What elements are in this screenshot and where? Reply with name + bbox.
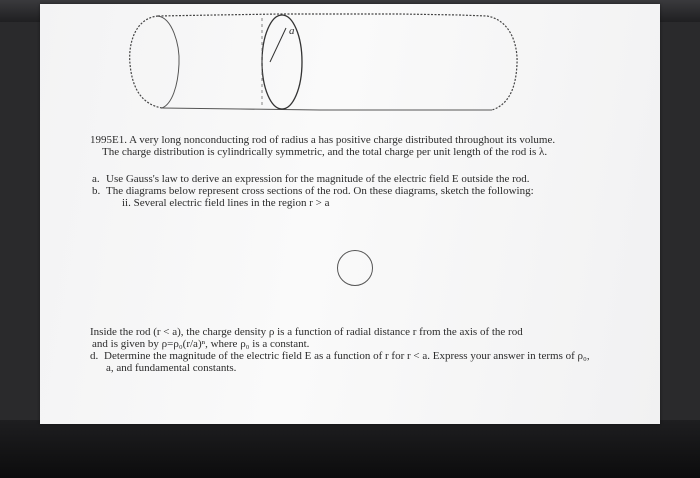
part-a (92, 173, 652, 185)
part-d-letter: d. (90, 350, 99, 362)
rod-diagram (40, 4, 660, 124)
radius-line (270, 28, 286, 62)
part-b-letter: b. (92, 185, 101, 197)
part-a-text: Use Gauss's law to derive an expression for the magnitude of the electric field E outside the rod. (106, 173, 530, 185)
part-d-line-1: Determine the magnitude of the electric field E as a function of r for r < a. Express your answer in terms of ρ₀, (104, 350, 590, 362)
inside-line-2: and is given by ρ=ρ₀(r/a)ⁿ, where ρ₀ is a constant. (92, 338, 310, 350)
problem-sheet (40, 4, 660, 424)
part-d (90, 350, 650, 362)
part-a-letter: a. (92, 173, 100, 185)
problem-statement (90, 134, 650, 158)
part-b-text: The diagrams below represent cross sections of the rod. On these diagrams, sketch the following: (106, 185, 534, 197)
rod-cross-section (262, 15, 302, 109)
cross-section-circle (337, 250, 373, 286)
inside-rod-section (90, 326, 650, 374)
part-d-line-2: a, and fundamental constants. (106, 362, 237, 374)
part-b (92, 185, 652, 197)
rod-bottom-edge (162, 108, 492, 110)
photo-frame-bottom (0, 420, 700, 478)
rod-left-end (130, 16, 162, 108)
inside-line-1: Inside the rod (r < a), the charge density ρ is a function of radial distance r from the axis of the rod (90, 326, 523, 338)
radius-label: a (289, 25, 295, 37)
rod-top-edge (158, 14, 487, 16)
part-b-subpart-ii: ii. Several electric field lines in the region r > a (122, 197, 330, 209)
problem-line-2: The charge distribution is cylindrically symmetric, and the total charge per unit length of the rod is λ. (102, 146, 548, 158)
problem-parts (92, 173, 652, 209)
problem-line-1: 1995E1. A very long nonconducting rod of radius a has positive charge distributed throughout its volume. (90, 134, 556, 146)
rod-right-end (487, 16, 517, 110)
